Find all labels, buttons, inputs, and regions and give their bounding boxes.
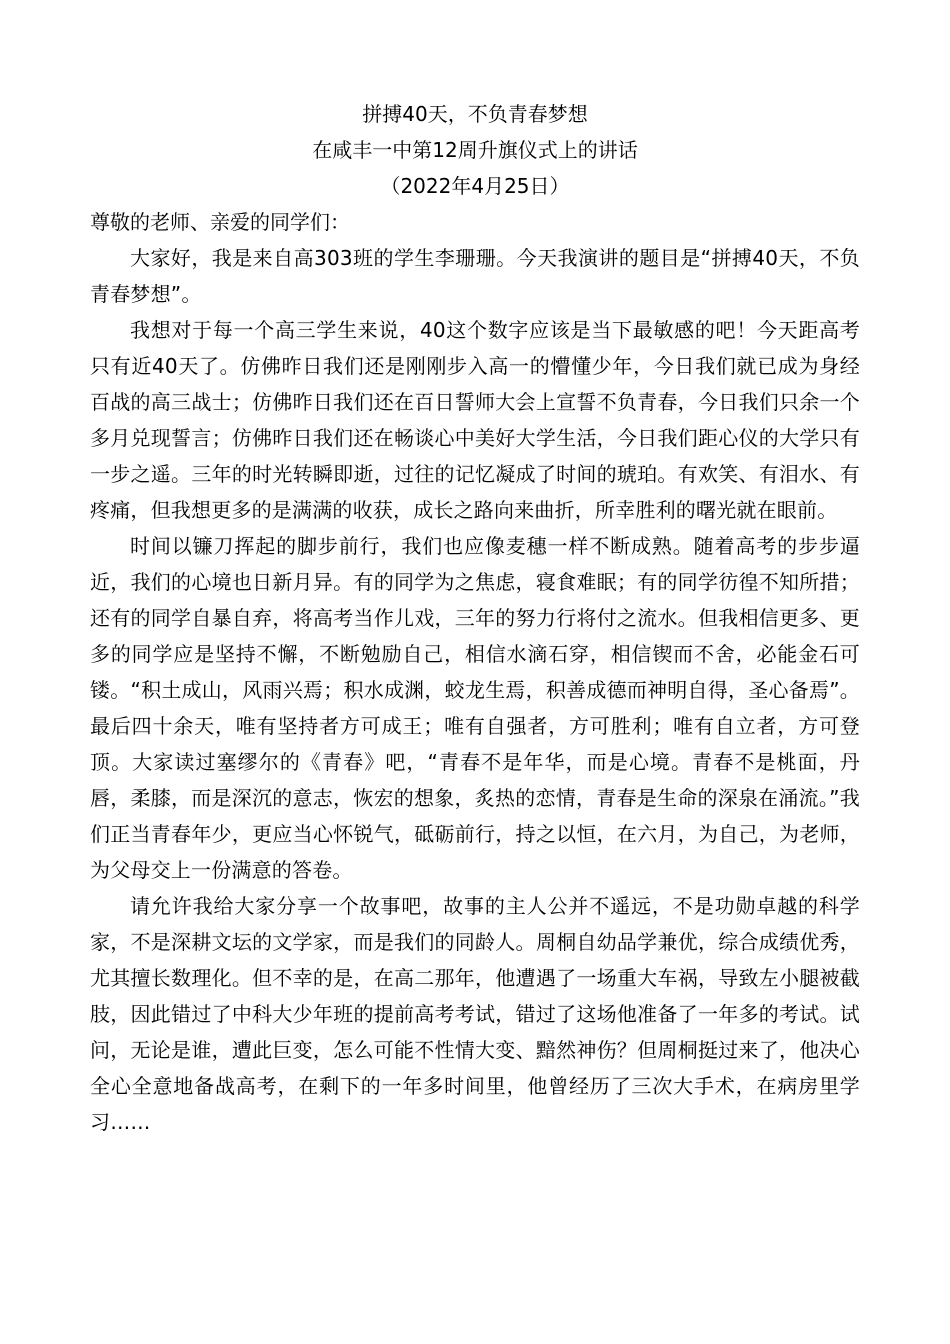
speech-date: （2022年4月25日）: [380, 174, 570, 198]
speech-subtitle: 在咸丰一中第12周升旗仪式上的讲话: [312, 138, 638, 162]
document-page: [90, 96, 860, 1140]
speech-title: 拼搏40天，不负青春梦想: [362, 102, 588, 126]
paragraph-perseverance: 时间以镰刀挥起的脚步前行，我们也应像麦穗一样不断成熟。随着高考的步步逼近，我们的心境也日新月异。有的同学为之焦虑，寝食难眠；有的同学彷徨不知所措；还有的同学自暴自弃，将高考当作儿戏，三年的努力行将付之流水。但我相信更多、更多的同学应是坚持不懈，不断勉励自己，相信水滴石穿，相信锲而不舍，必能金石可镂。“积土成山，风雨兴焉；积水成渊，蛟龙生焉，积善成德而神明自得，圣心备焉”。最后四十余天，唯有坚持者方可成王；唯有自强者，方可胜利；唯有自立者，方可登顶。大家读过塞缪尔的《青春》吧，“青春不是年华，而是心境。青春不是桃面，丹唇，柔膝，而是深沉的意志，恢宏的想象，炙热的恋情，青春是生命的深泉在涌流。”我们正当青春年少，更应当心怀锐气，砥砺前行，持之以恒，在六月，为自己，为老师，为父母交上一份满意的答卷。: [90, 534, 860, 882]
paragraph-countdown: 我想对于每一个高三学生来说，40这个数字应该是当下最敏感的吧！今天距高考只有近40天了。仿佛昨日我们还是刚刚步入高一的懵懂少年，今日我们就已成为身经百战的高三战士；仿佛昨日我们还在百日誓师大会上宣誓不负青春，今日我们只余一个多月兑现誓言；仿佛昨日我们还在畅谈心中美好大学生活，今日我们距心仪的大学只有一步之遥。三年的时光转瞬即逝，过往的记忆凝成了时间的琥珀。有欢笑、有泪水、有疼痛，但我想更多的是满满的收获，成长之路向来曲折，所幸胜利的曙光就在眼前。: [90, 318, 860, 522]
paragraph-story: 请允许我给大家分享一个故事吧，故事的主人公并不遥远，不是功勋卓越的科学家，不是深耕文坛的文学家，而是我们的同龄人。周桐自幼品学兼优，综合成绩优秀，尤其擅长数理化。但不幸的是，在高二那年，他遭遇了一场重大车祸，导致左小腿被截肢，因此错过了中科大少年班的提前高考考试，错过了这场他准备了一年多的考试。试问，无论是谁，遭此巨变，怎么可能不性情大变、黯然神伤？但周桐挺过来了，他决心全心全意地备战高考，在剩下的一年多时间里，他曾经历了三次大手术，在病房里学习……: [90, 894, 860, 1134]
salutation: 尊敬的老师、亲爱的同学们：: [90, 210, 350, 234]
paragraph-greeting: 大家好，我是来自高303班的学生李珊珊。今天我演讲的题目是“拼搏40天，不负青春梦想”。: [90, 246, 860, 306]
title-block: [90, 96, 860, 204]
